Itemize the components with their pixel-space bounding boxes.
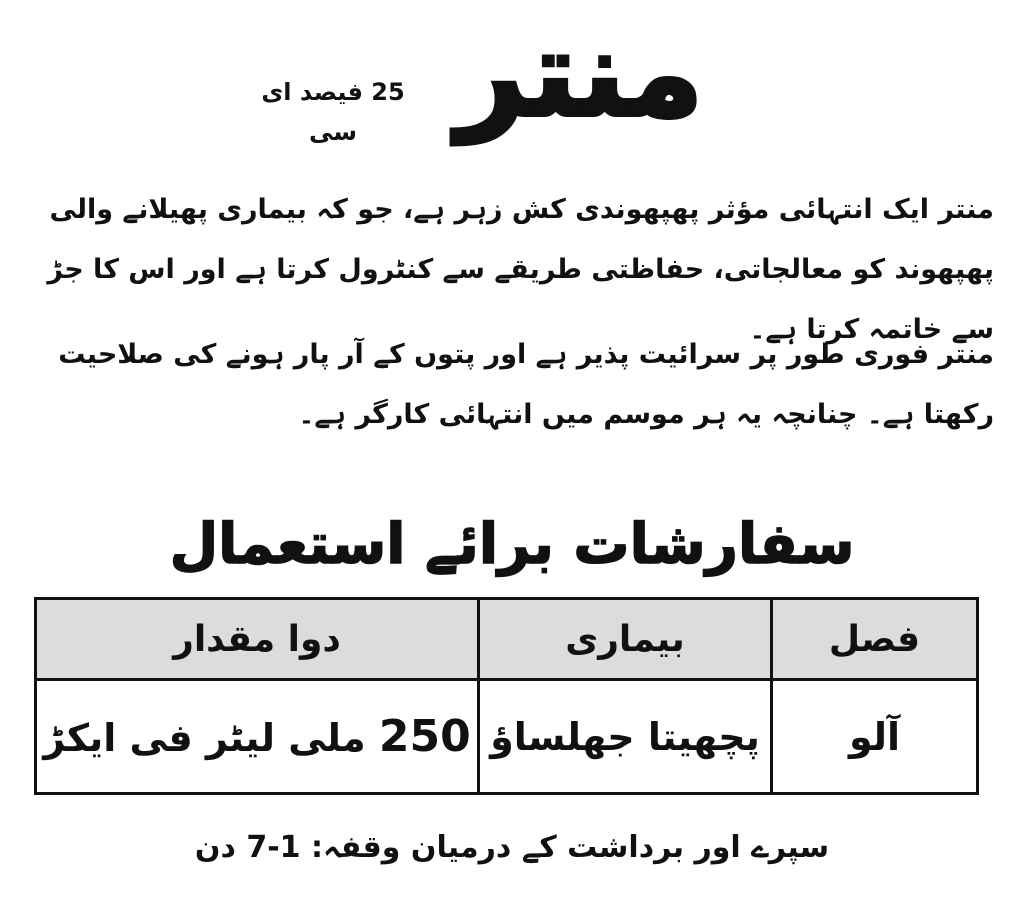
column-header-dose: دوا مقدار bbox=[36, 599, 479, 680]
cell-crop: آلو bbox=[772, 680, 978, 794]
table-row bbox=[36, 680, 978, 794]
table-header-row bbox=[36, 599, 978, 680]
cell-dose bbox=[36, 680, 479, 794]
cell-disease: پچھیتا جھلساؤ bbox=[479, 680, 772, 794]
dose-unit: ملی لیٹر فی ایکڑ bbox=[43, 716, 366, 760]
column-header-disease: بیماری bbox=[479, 599, 772, 680]
brand-title: منتر bbox=[456, 5, 704, 144]
description-paragraph-1: منتر ایک انتہائی مؤثر پھپھوندی کش زہر ہے، جو کہ بیماری پھیلانے والی پھپھوند کو معالجاتی، حفاظتی طریقے سے کنٹرول کرتا ہے اور اس کا جڑ سے خاتمہ کرتا ہے۔ bbox=[47, 194, 994, 345]
spray-harvest-interval: سپرے اور برداشت کے درمیان وقفہ: 1-7 دن bbox=[194, 830, 830, 865]
dose-amount: 250 bbox=[378, 711, 471, 762]
recommendations-heading: سفارشات برائے استعمال bbox=[169, 512, 855, 577]
column-header-crop: فصل bbox=[772, 599, 978, 680]
recommendations-table bbox=[34, 597, 979, 795]
formulation-label: 25 فیصد ای سی bbox=[261, 78, 405, 146]
description-paragraph-2: منتر فوری طور پر سرائیت پذیر ہے اور پتوں کے آر پار ہونے کی صلاحیت رکھتا ہے۔ چنانچہ یہ ہر موسم میں انتہائی کارگر ہے۔ bbox=[58, 339, 994, 430]
